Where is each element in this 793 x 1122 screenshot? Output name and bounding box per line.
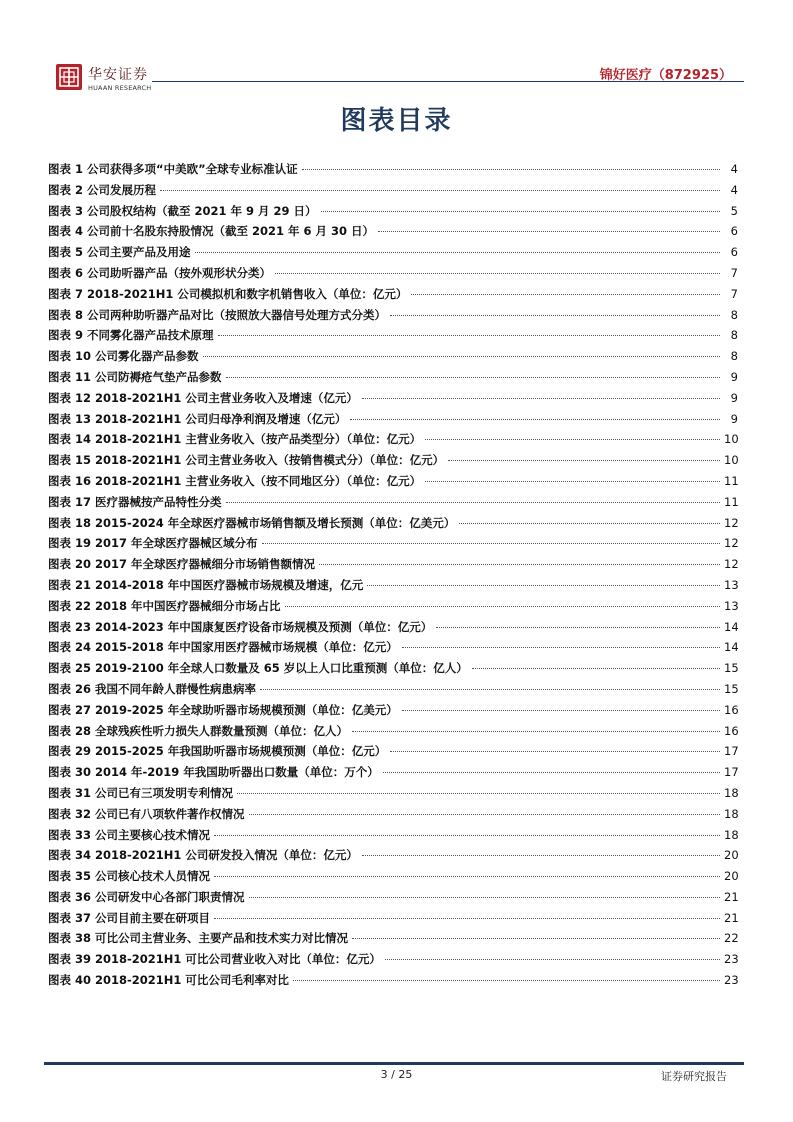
toc-entry-label: 图表 25 2019-2100 年全球人口数量及 65 岁以上人口比重预测（单位：亿人）	[48, 661, 468, 676]
toc-entry-label: 图表 24 2015-2018 年中国家用医疗器械市场规模（单位：亿元）	[48, 640, 398, 655]
toc-entry[interactable]	[48, 388, 738, 409]
toc-entry-page: 13	[724, 598, 739, 613]
toc-entry-label: 图表 20 2017 年全球医疗器械细分市场销售额情况	[48, 557, 316, 572]
toc-entry-label: 图表 7 2018-2021H1 公司模拟机和数字机销售收入（单位：亿元）	[48, 286, 408, 301]
toc-dot-leader	[237, 793, 720, 794]
toc-entry-page: 9	[730, 369, 738, 384]
toc-entry-page: 7	[730, 265, 738, 280]
toc-entry[interactable]	[48, 221, 738, 242]
toc-entry[interactable]	[48, 429, 738, 450]
toc-entry[interactable]	[48, 762, 738, 783]
toc-entry[interactable]	[48, 617, 738, 638]
toc-entry-page: 16	[724, 723, 739, 738]
toc-entry[interactable]	[48, 845, 738, 866]
toc-entry-page: 18	[724, 785, 739, 800]
toc-entry[interactable]	[48, 658, 738, 679]
toc-dot-leader	[226, 502, 720, 503]
toc-entry-page: 15	[724, 681, 739, 696]
toc-dot-leader	[402, 710, 720, 711]
toc-entry-page: 20	[724, 869, 739, 884]
toc-entry-label: 图表 27 2019-2025 年全球助听器市场规模预测（单位：亿美元）	[48, 702, 398, 717]
toc-entry[interactable]	[48, 325, 738, 346]
toc-entry-page: 17	[724, 765, 739, 780]
toc-entry-page: 12	[724, 515, 739, 530]
toc-entry-page: 22	[724, 931, 739, 946]
toc-entry-label: 图表 8 公司两种助听器产品对比（按照放大器信号处理方式分类）	[48, 307, 387, 322]
toc-dot-leader	[352, 731, 720, 732]
page-title: 图表目录	[340, 106, 453, 136]
toc-entry[interactable]	[48, 679, 738, 700]
toc-entry-page: 18	[724, 806, 739, 821]
toc-entry-label: 图表 33 公司主要核心技术情况	[48, 827, 211, 842]
toc-dot-leader	[390, 751, 720, 752]
toc-entry-label: 图表 21 2014-2018 年中国医疗器械市场规模及增速，亿元	[48, 577, 364, 592]
toc-entry-label: 图表 15 2018-2021H1 公司主营业务收入（按销售模式分）（单位：亿元）	[48, 453, 445, 468]
toc-entry-page: 23	[724, 952, 739, 967]
toc-dot-leader	[402, 647, 720, 648]
toc-entry-page: 21	[724, 889, 739, 904]
logo-chinese-name: 华安证券	[88, 67, 148, 83]
toc-dot-leader	[448, 460, 720, 461]
toc-entry-label: 图表 18 2015-2024 年全球医疗器械市场销售额及增长预测（单位：亿美元）	[48, 515, 456, 530]
toc-dot-leader	[321, 211, 720, 212]
toc-entry[interactable]	[48, 783, 738, 804]
toc-entry-page: 20	[724, 848, 739, 863]
toc-entry[interactable]	[48, 887, 738, 908]
toc-entry-label: 图表 23 2014-2023 年中国康复医疗设备市场规模及预测（单位：亿元）	[48, 619, 433, 634]
toc-entry-page: 8	[730, 328, 738, 343]
toc-dot-leader	[260, 689, 720, 690]
toc-entry-label: 图表 1 公司获得多项“中美欧”全球专业标准认证	[48, 162, 298, 176]
toc-entry-label: 图表 16 2018-2021H1 主营业务收入（按不同地区分）（单位：亿元）	[48, 473, 422, 488]
toc-entry[interactable]	[48, 554, 738, 575]
toc-entry[interactable]	[48, 721, 738, 742]
toc-entry-page: 4	[730, 162, 738, 176]
toc-entry[interactable]	[48, 637, 738, 658]
toc-entry[interactable]	[48, 513, 738, 534]
toc-entry-page: 9	[730, 411, 738, 426]
toc-dot-leader	[160, 190, 720, 191]
toc-entry-page: 5	[730, 203, 738, 218]
toc-entry-page: 12	[724, 557, 739, 572]
toc-dot-leader	[275, 273, 720, 274]
toc-entry-label: 图表 11 公司防褥疮气垫产品参数	[48, 369, 222, 384]
toc-entry-page: 6	[730, 245, 738, 260]
toc-dot-leader	[319, 564, 720, 565]
toc-entry-label: 图表 30 2014 年-2019 年我国助听器出口数量（单位：万个）	[48, 765, 379, 780]
toc-entry-label: 图表 39 2018-2021H1 可比公司营业收入对比（单位：亿元）	[48, 952, 381, 967]
toc-entry[interactable]	[48, 492, 738, 513]
toc-entry-page: 9	[730, 390, 738, 405]
toc-dot-leader	[436, 627, 720, 628]
toc-dot-leader	[352, 938, 720, 939]
page-number: 3 / 25	[380, 1068, 413, 1081]
toc-entry[interactable]	[48, 908, 738, 929]
toc-entry-label: 图表 12 2018-2021H1 公司主营业务收入及增速（亿元）	[48, 390, 358, 405]
toc-dot-leader	[367, 585, 720, 586]
toc-entry-label: 图表 32 公司已有八项软件著作权情况	[48, 806, 245, 821]
toc-entry-label: 图表 40 2018-2021H1 可比公司毛利率对比	[48, 973, 289, 988]
toc-entry-page: 21	[724, 910, 739, 925]
toc-entry-page: 13	[724, 577, 739, 592]
toc-entry[interactable]	[48, 159, 738, 180]
toc-entry-label: 图表 19 2017 年全球医疗器械区域分布	[48, 536, 258, 551]
company-logo-icon	[56, 64, 82, 90]
toc-entry[interactable]	[48, 866, 738, 887]
toc-entry-page: 8	[730, 307, 738, 322]
toc-entry-label: 图表 31 公司已有三项发明专利情况	[48, 785, 234, 800]
toc-entry-label: 图表 10 公司雾化器产品参数	[48, 349, 199, 364]
toc-entry[interactable]	[48, 596, 738, 617]
toc-entry-page: 6	[730, 224, 738, 239]
toc-dot-leader	[385, 959, 720, 960]
toc-entry-label: 图表 4 公司前十名股东持股情况（截至 2021 年 6 月 30 日）	[48, 224, 375, 239]
toc-entry-label: 图表 28 全球残疾性听力损失人群数量预测（单位：亿人）	[48, 723, 349, 738]
toc-dot-leader	[262, 543, 720, 544]
toc-dot-leader	[425, 439, 720, 440]
toc-entry[interactable]	[48, 700, 738, 721]
toc-entry-label: 图表 14 2018-2021H1 主营业务收入（按产品类型分）（单位：亿元）	[48, 432, 422, 447]
toc-dot-leader	[214, 876, 720, 877]
toc-entry-page: 18	[724, 827, 739, 842]
logo-english-name: HUAAN RESEARCH	[88, 84, 152, 92]
toc-dot-leader	[472, 668, 720, 669]
toc-entry-label: 图表 6 公司助听器产品（按外观形状分类）	[48, 265, 272, 280]
toc-dot-leader	[378, 231, 720, 232]
footer-divider	[44, 1062, 744, 1065]
toc-dot-leader	[350, 419, 720, 420]
toc-entry-page: 14	[724, 619, 739, 634]
toc-dot-leader	[293, 980, 720, 981]
toc-entry-label: 图表 36 公司研发中心各部门职责情况	[48, 889, 245, 904]
toc-entry[interactable]	[48, 409, 738, 430]
toc-entry[interactable]	[48, 242, 738, 263]
company-name: 锦好医疗（872925）	[599, 68, 732, 83]
toc-dot-leader	[203, 356, 720, 357]
toc-dot-leader	[383, 772, 720, 773]
toc-entry-label: 图表 13 2018-2021H1 公司归母净利润及增速（亿元）	[48, 411, 347, 426]
table-of-figures	[48, 159, 738, 991]
toc-entry-label: 图表 3 公司股权结构（截至 2021 年 9 月 29 日）	[48, 203, 317, 218]
toc-entry-label: 图表 17 医疗器械按产品特性分类	[48, 494, 222, 509]
toc-entry-page: 23	[724, 973, 739, 988]
toc-dot-leader	[218, 335, 720, 336]
toc-entry[interactable]	[48, 284, 738, 305]
toc-dot-leader	[362, 398, 720, 399]
toc-entry-page: 15	[724, 661, 739, 676]
toc-entry[interactable]	[48, 533, 738, 554]
toc-entry[interactable]	[48, 346, 738, 367]
toc-entry[interactable]	[48, 928, 738, 949]
toc-dot-leader	[226, 377, 720, 378]
toc-entry-page: 7	[730, 286, 738, 301]
toc-entry-page: 16	[724, 702, 739, 717]
toc-dot-leader	[459, 523, 720, 524]
toc-entry-label: 图表 9 不同雾化器产品技术原理	[48, 328, 214, 343]
toc-entry[interactable]	[48, 741, 738, 762]
toc-dot-leader	[302, 169, 720, 170]
toc-entry-label: 图表 34 2018-2021H1 公司研发投入情况（单位：亿元）	[48, 848, 358, 863]
toc-entry[interactable]	[48, 263, 738, 284]
toc-entry-label: 图表 2 公司发展历程	[48, 182, 157, 197]
toc-entry[interactable]	[48, 825, 738, 846]
toc-entry[interactable]	[48, 471, 738, 492]
toc-entry-label: 图表 38 可比公司主营业务、主要产品和技术实力对比情况	[48, 931, 349, 946]
page-header	[44, 58, 744, 98]
toc-entry[interactable]	[48, 575, 738, 596]
toc-entry-label: 图表 22 2018 年中国医疗器械细分市场占比	[48, 598, 281, 613]
toc-entry-page: 17	[724, 744, 739, 759]
toc-entry-page: 4	[730, 182, 738, 197]
toc-entry[interactable]	[48, 201, 738, 222]
toc-entry[interactable]	[48, 970, 738, 991]
toc-dot-leader	[214, 835, 720, 836]
toc-entry-page: 14	[724, 640, 739, 655]
toc-dot-leader	[249, 897, 720, 898]
toc-dot-leader	[214, 918, 720, 919]
toc-dot-leader	[390, 315, 720, 316]
toc-entry-page: 11	[724, 494, 739, 509]
toc-entry[interactable]	[48, 367, 738, 388]
toc-entry-label: 图表 26 我国不同年龄人群慢性病患病率	[48, 681, 257, 696]
toc-entry[interactable]	[48, 450, 738, 471]
toc-dot-leader	[195, 252, 720, 253]
toc-entry[interactable]	[48, 305, 738, 326]
toc-entry[interactable]	[48, 949, 738, 970]
toc-dot-leader	[249, 814, 720, 815]
toc-entry-page: 10	[724, 432, 739, 447]
toc-dot-leader	[425, 481, 720, 482]
toc-dot-leader	[411, 294, 720, 295]
toc-entry-page: 10	[724, 453, 739, 468]
toc-entry-label: 图表 37 公司目前主要在研项目	[48, 910, 211, 925]
toc-entry-page: 11	[724, 473, 739, 488]
toc-entry-page: 12	[724, 536, 739, 551]
toc-dot-leader	[362, 855, 720, 856]
report-type-label: 证券研究报告	[661, 1070, 727, 1083]
toc-entry-page: 8	[730, 349, 738, 364]
toc-entry[interactable]	[48, 804, 738, 825]
toc-entry-label: 图表 35 公司核心技术人员情况	[48, 869, 211, 884]
toc-entry[interactable]	[48, 180, 738, 201]
toc-entry-label: 图表 29 2015-2025 年我国助听器市场规模预测（单位：亿元）	[48, 744, 387, 759]
toc-entry-label: 图表 5 公司主要产品及用途	[48, 245, 191, 260]
toc-dot-leader	[285, 606, 720, 607]
